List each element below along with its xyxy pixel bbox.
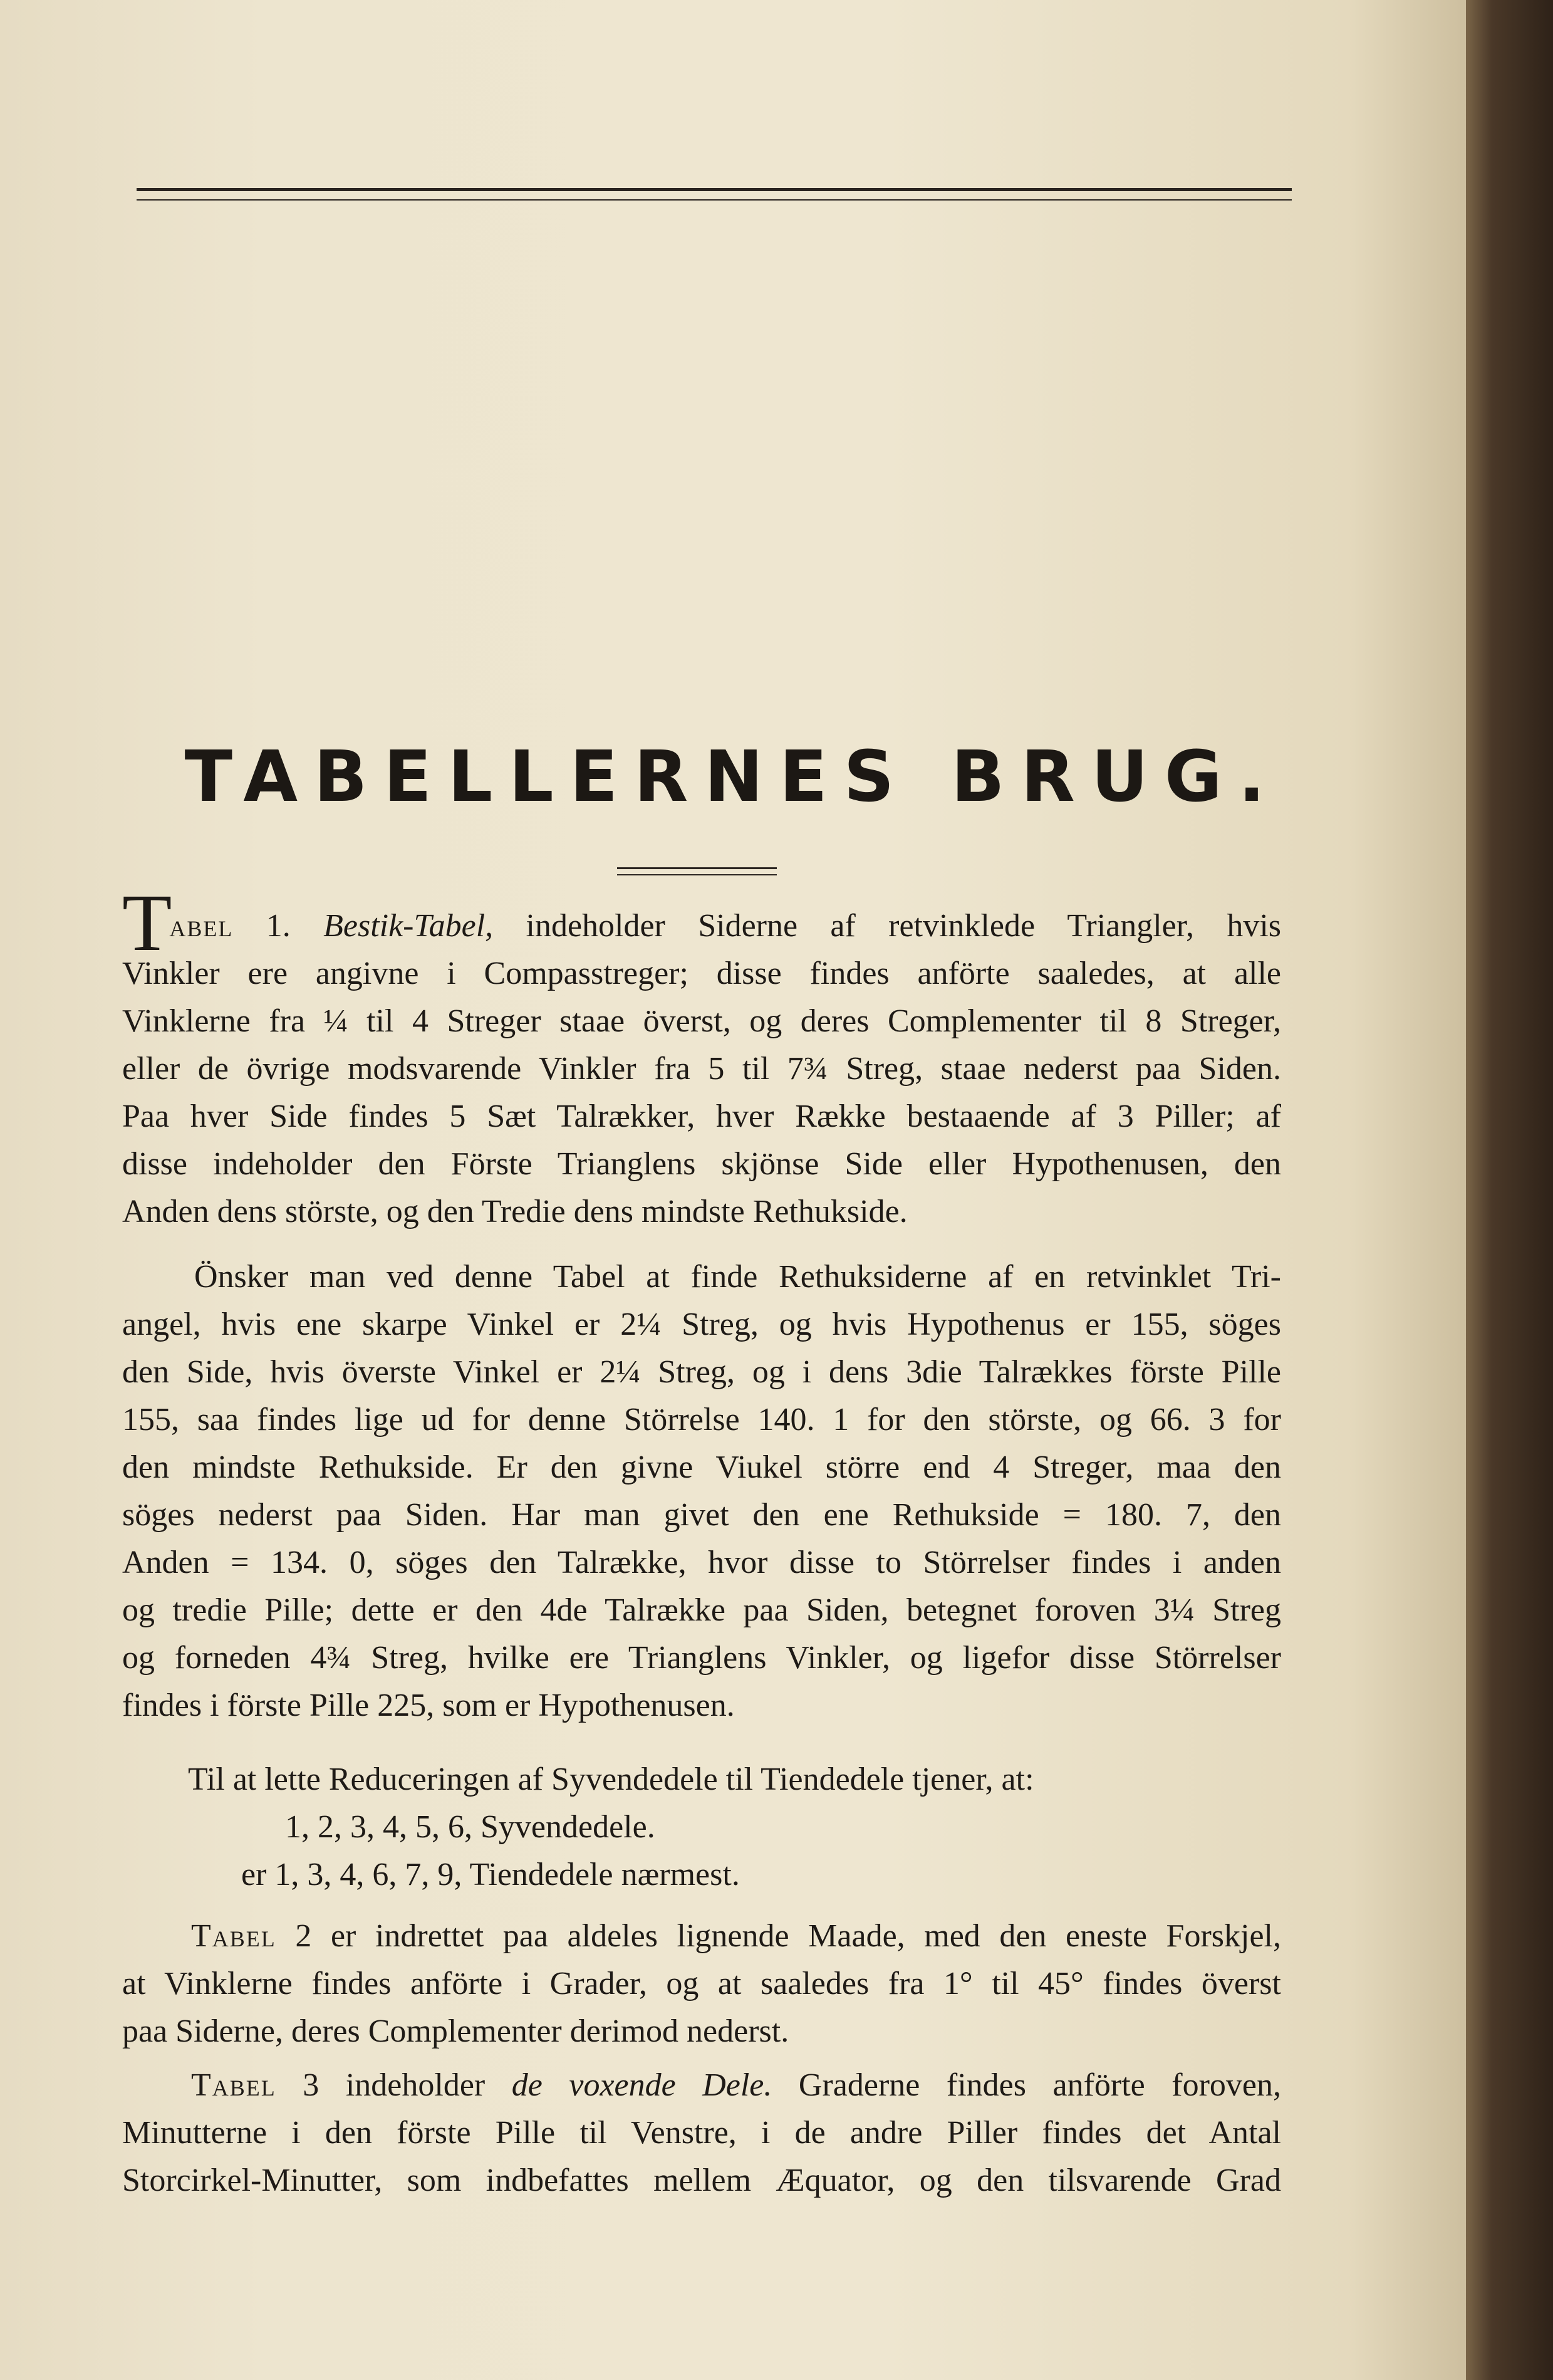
sevenths-line: 1, 2, 3, 4, 5, 6, Syvendedele. bbox=[285, 1809, 655, 1845]
book-binding bbox=[1466, 0, 1553, 2380]
tenths-line: er 1, 3, 4, 6, 7, 9, Tiendedele nærmest. bbox=[241, 1857, 740, 1892]
text-line: Anden dens störste, og den Tredie dens mindste Rethukside. bbox=[122, 1194, 908, 1229]
paragraph-tabel-3: Tabel 3 indeholder de voxende Dele. Graderne findes anförte foroven, Minutterne i den förste Pille til Venstre, i de andre Piller findes det Antal Storcirkel-Minutter, som indbefattes mellem Æquator, og den tilsvarende Grad bbox=[122, 2062, 1281, 2205]
text-line: og tredie Pille; dette er den 4de Talrække paa Siden, betegnet foroven 3¼ Streg bbox=[122, 1592, 1281, 1628]
page-title: TABELLERNES BRUG. bbox=[184, 736, 1282, 818]
text-line: Önsker man ved denne Tabel at finde Rethuksiderne af en retvinklet Tri- bbox=[194, 1259, 1281, 1295]
top-rule-thin bbox=[137, 199, 1292, 201]
text-line: Storcirkel-Minutter, som indbefattes mellem Æquator, og den tilsvarende Grad bbox=[122, 2163, 1281, 2198]
text-line: den Side, hvis överste Vinkel er 2¼ Streg, og i dens 3die Talrækkes förste Pille bbox=[122, 1354, 1281, 1390]
text-line: findes i förste Pille 225, som er Hypothenusen. bbox=[122, 1688, 735, 1723]
text-line: söges nederst paa Siden. Har man givet den ene Rethukside = 180. 7, den bbox=[122, 1497, 1281, 1533]
text-line: den mindste Rethukside. Er den givne Viukel större end 4 Streger, maa den bbox=[122, 1449, 1281, 1485]
title-rule-1 bbox=[617, 867, 777, 869]
paragraph-example bbox=[122, 1253, 1281, 1730]
text-line: at Vinklerne findes anförte i Grader, og at saaledes fra 1° til 45° findes överst bbox=[122, 1966, 1281, 2002]
text-line: 155, saa findes lige ud for denne Störrelse 140. 1 for den störste, og 66. 3 for bbox=[122, 1402, 1281, 1438]
top-rule-thick bbox=[137, 188, 1292, 191]
text-line: eller de övrige modsvarende Vinkler fra 5 til 7¾ Streg, staae nederst paa Siden. bbox=[122, 1051, 1281, 1087]
text-line: Anden = 134. 0, söges den Talrække, hvor disse to Störrelser findes i anden bbox=[122, 1545, 1281, 1580]
reduction-intro: Til at lette Reduceringen af Syvendedele til Tiendedele tjener, at: bbox=[188, 1762, 1034, 1797]
title-rule-2 bbox=[617, 874, 777, 875]
tabel-label: Tabel bbox=[191, 1918, 276, 1954]
text-line: disse indeholder den Förste Trianglens skjönse Side eller Hypothenusen, den bbox=[122, 1146, 1281, 1182]
text-line: Vinkler ere angivne i Compasstreger; disse findes anförte saaledes, at alle bbox=[122, 956, 1281, 991]
paragraph-tabel-2: Tabel 2 er indrettet paa aldeles lignende Maade, med den eneste Forskjel, at Vinklerne findes anförte i Grader, og at saaledes fra 1° til 45° findes överst paa Siderne, deres Complementer derimod nederst. bbox=[122, 1913, 1281, 2055]
text-line: angel, hvis ene skarpe Vinkel er 2¼ Streg, og hvis Hypothenus er 155, söges bbox=[122, 1307, 1281, 1342]
text-line: paa Siderne, deres Complementer derimod nederst. bbox=[122, 2013, 789, 2049]
text-line: Vinklerne fra ¼ til 4 Streger staae överst, og deres Complementer til 8 Streger, bbox=[122, 1003, 1281, 1039]
text-line: Minutterne i den förste Pille til Venstre, i de andre Piller findes det Antal bbox=[122, 2115, 1281, 2151]
text-line: Paa hver Side findes 5 Sæt Talrækker, hver Række bestaaende af 3 Piller; af bbox=[122, 1099, 1281, 1134]
paragraph-tabel-1: Tabel 1. Bestik-Tabel, indeholder Siderne af retvinklede Triangler, hvis Vinkler ere angivne i Compasstreger; disse findes anförte saaledes, at alle Vinklerne fra ¼ til 4 Streger staae överst, og deres Complementer til 8 Streger, eller de övrige modsvarende Vinkler fra 5 til 7¾ Streg, staae nederst paa Siden. Paa hver Side findes 5 Sæt Talrækker, hver Række bestaaende af 3 Piller; af disse indeholder den Förste Trianglens skjönse Side eller Hypothenusen, den Anden dens störste, og den Tredie dens mindste Rethukside. bbox=[122, 902, 1281, 1236]
text-line: og forneden 4¾ Streg, hvilke ere Trianglens Vinkler, og ligefor disse Störrelser bbox=[122, 1640, 1281, 1676]
tabel-label: Tabel bbox=[191, 2067, 276, 2103]
drop-cap: T bbox=[122, 878, 172, 968]
